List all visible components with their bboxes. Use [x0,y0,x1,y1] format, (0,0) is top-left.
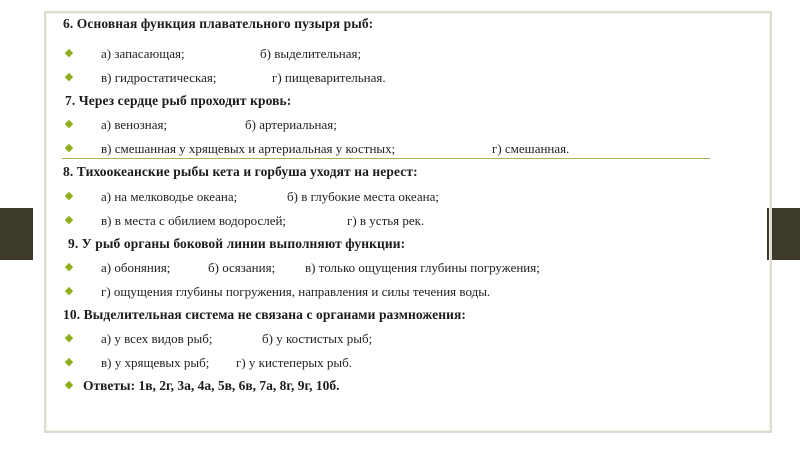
bullet-icon: ◆ [64,47,74,59]
highlight-underline [62,158,710,159]
bullet-icon: ◆ [64,190,74,202]
question-8-row-2 [0,213,800,233]
question-10-title: 10. Выделительная система не связана с органами размножения: [63,307,466,322]
bullet-icon: ◆ [64,379,74,391]
question-9-row-1 [0,260,800,280]
bullet-icon: ◆ [64,142,74,154]
answers-row [0,378,800,398]
option-g: г) в устья рек. [347,213,425,228]
option-b: б) в глубокие места океана; [287,189,439,204]
bullet-icon: ◆ [64,356,74,368]
option-b: б) выделительная; [260,46,362,61]
option-b: б) осязания; [208,260,276,275]
question-6-row-2 [0,70,800,90]
option-b: б) артериальная; [245,117,337,132]
question-9-title: 9. У рыб органы боковой линии выполняют функции: [68,236,406,251]
bullet-icon: ◆ [64,332,74,344]
bullet-icon: ◆ [64,261,74,273]
question-6-row-1 [0,46,800,66]
option-g: г) пищеварительная. [272,70,386,85]
option-g: г) смешанная. [492,141,570,156]
bullet-icon: ◆ [64,118,74,130]
question-10-row-2 [0,355,800,375]
question-6-title: 6. Основная функция плавательного пузыря рыб: [63,16,374,31]
bullet-icon: ◆ [64,71,74,83]
option-v: в) смешанная у хрящевых и артериальная у костных; [101,141,396,156]
question-8-title: 8. Тихоокеанские рыбы кета и горбуша уходят на нерест: [63,164,418,179]
option-g: г) у кистеперых рыб. [236,355,352,370]
question-8-row-1 [0,189,800,209]
option-a: а) венозная; [101,117,168,132]
option-a: а) запасающая; [101,46,185,61]
option-g: г) ощущения глубины погружения, направления и силы течения воды. [101,284,491,299]
option-v: в) только ощущения глубины погружения; [305,260,540,275]
question-10-row-1 [0,331,800,351]
option-v: в) в места с обилием водорослей; [101,213,287,228]
question-9-row-2 [0,284,800,304]
option-v: в) гидростатическая; [101,70,217,85]
option-v: в) у хрящевых рыб; [101,355,210,370]
option-b: б) у костистых рыб; [262,331,373,346]
option-a: а) обоняния; [101,260,171,275]
answers-text: Ответы: 1в, 2г, 3а, 4а, 5в, 6в, 7а, 8г, 9г, 10б. [83,378,340,393]
question-7-title: 7. Через сердце рыб проходит кровь: [65,93,292,108]
option-a: а) на мелководье океана; [101,189,238,204]
bullet-icon: ◆ [64,285,74,297]
bullet-icon: ◆ [64,214,74,226]
question-7-row-1 [0,117,800,137]
option-a: а) у всех видов рыб; [101,331,213,346]
